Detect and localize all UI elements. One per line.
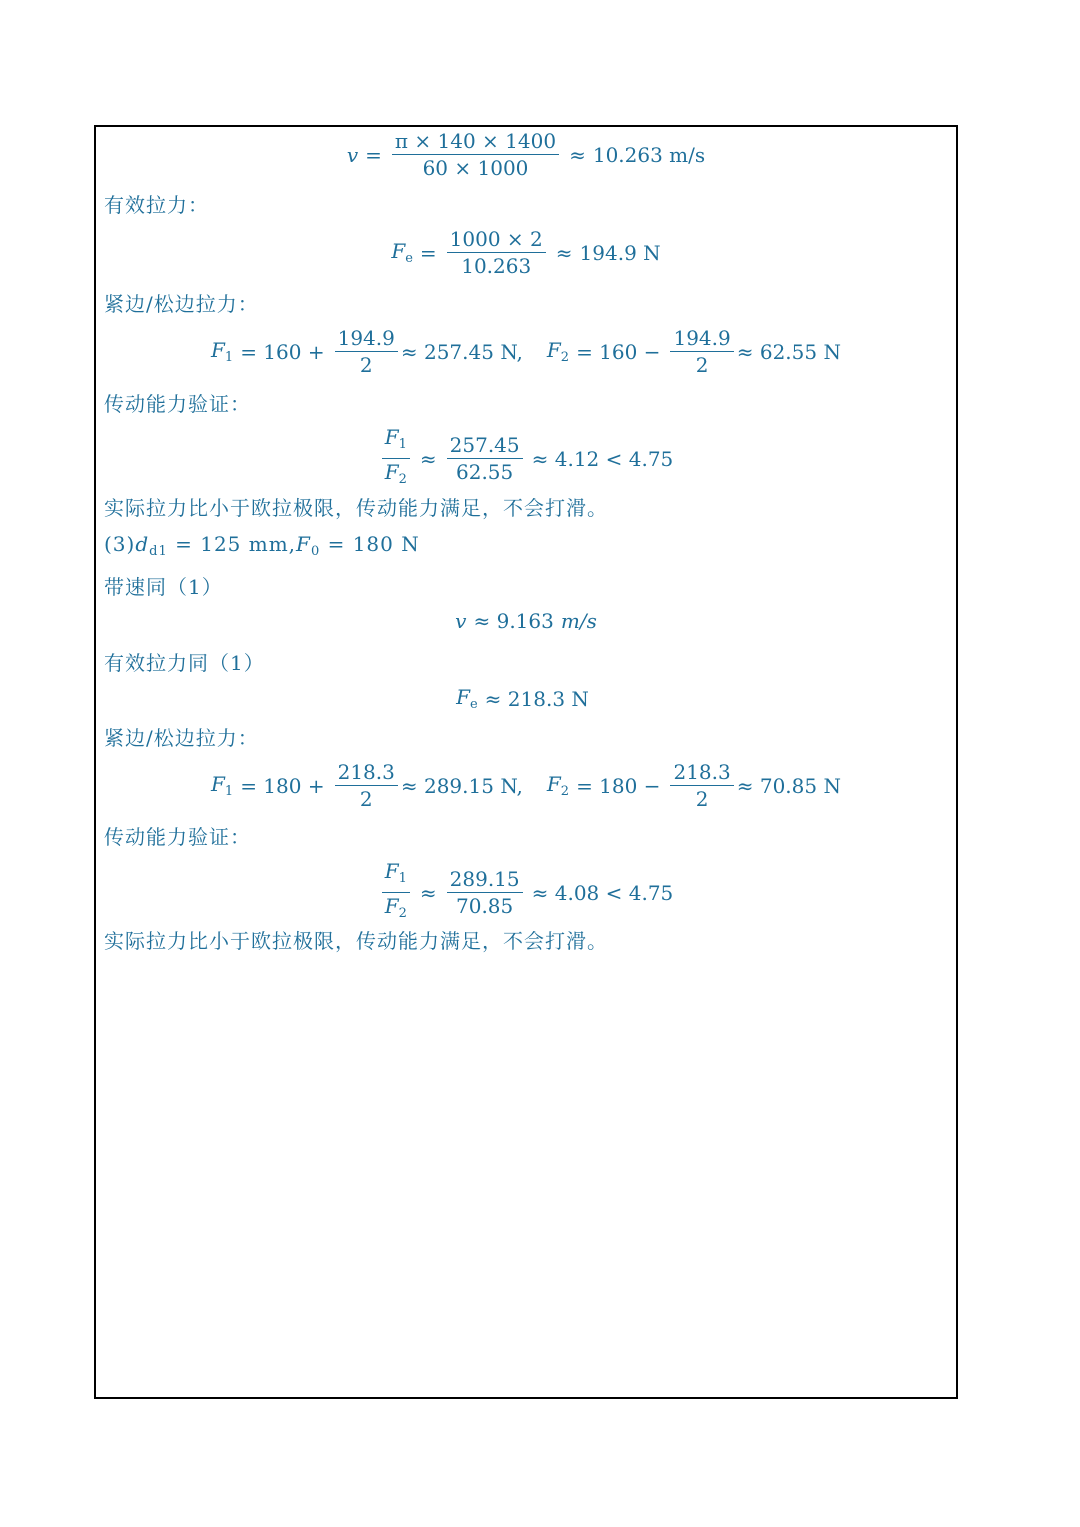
approx-sign: ≈ <box>419 446 437 471</box>
conclusion: 实际拉力比小于欧拉极限，传动能力满足，不会打滑。 <box>104 496 608 520</box>
denominator: 2 <box>695 353 709 377</box>
conclusion: 实际拉力比小于欧拉极限，传动能力满足，不会打滑。 <box>104 929 608 953</box>
expression: = 160 − <box>576 339 661 364</box>
symbol-v: v <box>346 142 359 167</box>
result: 10.263 m/s <box>592 142 706 167</box>
equation-belt-speed <box>94 128 958 181</box>
fraction <box>447 226 546 279</box>
equals-sign: = <box>365 142 382 167</box>
equals-sign: = <box>419 240 437 265</box>
numerator: 218.3 <box>335 759 398 786</box>
numerator: 218.3 <box>670 759 733 786</box>
symbol-f1: $F_1$ <box>211 772 234 799</box>
fraction <box>447 866 523 919</box>
numerator: 289.15 <box>447 866 523 893</box>
result: ≈ 257.45 N, <box>400 339 523 364</box>
denominator: 2 <box>359 787 373 811</box>
numerator: 257.45 <box>447 432 523 459</box>
numerator: 194.9 <box>335 325 398 352</box>
equation-tight-slack <box>94 325 958 378</box>
numerator: 1000 × 2 <box>447 226 546 253</box>
result: ≈ 218.3 N <box>484 686 589 711</box>
symbol-v: v <box>455 609 467 633</box>
label-tight-slack-tension: 紧边/松边拉力： <box>104 292 259 316</box>
equation-effective-tension-2 <box>94 685 958 712</box>
result: ≈ 70.85 N <box>736 773 841 798</box>
denominator: 60 × 1000 <box>422 156 529 180</box>
denominator: 2 <box>359 353 373 377</box>
symbol-f: $F_e$ <box>391 239 413 266</box>
fraction <box>335 325 398 378</box>
approx-sign: ≈ <box>569 142 586 167</box>
label-effective-tension: 有效拉力： <box>104 193 209 217</box>
symbol-f1: $F_1$ <box>211 338 234 365</box>
fraction <box>392 128 559 181</box>
fraction-symbol: $\frac{F_1}{F_2}$ <box>382 424 410 493</box>
part-3-heading: $(3)d_{d1} = 125$ $mm,F_0 = 180$ N <box>104 532 420 559</box>
symbol-f2: $F_2$ <box>546 772 570 799</box>
approx-sign: ≈ <box>419 880 437 905</box>
numerator: π × 140 × 1400 <box>392 128 559 155</box>
label-tight-slack-tension: 紧边/松边拉力： <box>104 726 259 750</box>
label-belt-speed-same: 带速同（1） <box>104 575 223 599</box>
equation-belt-speed-2 <box>94 609 958 633</box>
equation-tension-ratio-2 <box>94 858 958 927</box>
fraction-symbol: $\frac{F_1}{F_2}$ <box>382 858 410 927</box>
equation-effective-tension <box>94 226 958 279</box>
denominator: 2 <box>695 787 709 811</box>
equation-tension-ratio <box>94 424 958 493</box>
symbol-f: $F_e$ <box>456 685 478 712</box>
expression: = 180 + <box>240 773 325 798</box>
result: ≈ 62.55 N <box>736 339 841 364</box>
fraction <box>335 759 398 812</box>
denominator: 62.55 <box>456 460 514 484</box>
result: ≈ 289.15 N, <box>400 773 523 798</box>
numerator: 194.9 <box>670 325 733 352</box>
approx-sign: ≈ <box>555 240 573 265</box>
expression: = 160 + <box>240 339 325 364</box>
fraction <box>670 759 733 812</box>
denominator: 70.85 <box>456 894 514 918</box>
fraction <box>447 432 523 485</box>
denominator: 10.263 <box>461 254 532 278</box>
result: 194.9 N <box>579 240 661 265</box>
result: ≈ 4.12 < 4.75 <box>531 446 674 471</box>
label-effective-tension-same: 有效拉力同（1） <box>104 651 265 675</box>
label-capacity-check: 传动能力验证： <box>104 825 251 849</box>
result: ≈ 9.163 <box>473 609 554 633</box>
unit: m/s <box>560 609 597 633</box>
expression: = 180 − <box>576 773 661 798</box>
symbol-f2: $F_2$ <box>546 338 570 365</box>
fraction <box>670 325 733 378</box>
result: ≈ 4.08 < 4.75 <box>531 880 674 905</box>
equation-tight-slack-2 <box>94 759 958 812</box>
label-capacity-check: 传动能力验证： <box>104 392 251 416</box>
